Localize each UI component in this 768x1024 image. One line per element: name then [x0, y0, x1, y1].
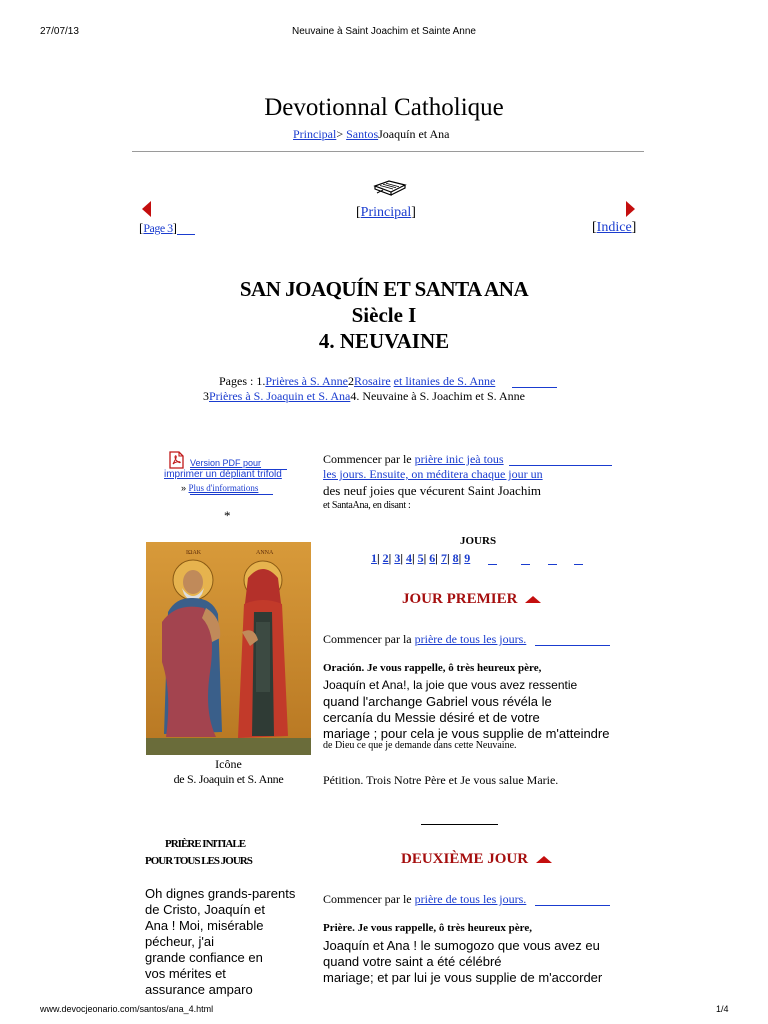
nav-page3: [Page 3]: [139, 220, 178, 235]
day2-title: [401, 851, 552, 868]
day1-petition: Pétition. Trois Notre Père et Je vous salue Marie.: [323, 773, 559, 787]
day1-title-text: JOUR PREMIER: [402, 591, 518, 607]
day2-start-underline: [535, 905, 610, 906]
intro-line-2: [323, 467, 543, 482]
previous-arrow-icon[interactable]: [142, 201, 151, 217]
breadcrumb-principal-link[interactable]: Principal: [293, 127, 337, 141]
pages-link-2[interactable]: Rosaire: [354, 374, 391, 388]
jours-underline-3: [548, 564, 557, 565]
heading-century: Siècle I: [351, 303, 417, 327]
day2-line-2: quand votre saint a été célébré: [323, 954, 502, 969]
breadcrumb-separator: >: [336, 127, 344, 141]
pages-current: 4. Neuvaine à S. Joachim et S. Anne: [350, 389, 525, 403]
day1-line-5: de Dieu ce que je demande dans cette Neuvaine.: [323, 740, 517, 751]
jour-link-3[interactable]: 3: [394, 551, 401, 565]
jour-link-8[interactable]: 8: [452, 551, 459, 565]
intro-line-1: [323, 452, 504, 467]
nav-page3-underline: [177, 234, 195, 235]
pdf-more-link[interactable]: Plus d'informations: [188, 483, 259, 493]
intro-text-a: Commencer par le: [323, 452, 415, 466]
day2-prayer-link[interactable]: prière de tous les jours.: [414, 892, 527, 906]
jours-underline-1: [488, 564, 497, 565]
pdf-link[interactable]: Version PDF pour: [190, 458, 262, 468]
priere-initiale-title-1: PRIÈRE INITIALE: [165, 838, 246, 850]
asterisk: *: [224, 508, 231, 523]
book-icon[interactable]: [373, 178, 407, 205]
jour-link-7[interactable]: 7: [440, 551, 447, 565]
jour-link-1[interactable]: 1: [371, 551, 377, 565]
day1-line-1: Joaquín et Ana!, la joie que vous avez ressentie: [323, 678, 578, 692]
priere-initiale-line-5: grande confiance en: [145, 950, 263, 965]
day2-line-1: Joaquín et Ana ! le sumogozo que vous avez eu: [323, 938, 600, 953]
priere-initiale-line-6: vos mérites et: [145, 966, 226, 981]
priere-initiale-line-4: pécheur, j'ai: [145, 934, 214, 949]
jour-link-6[interactable]: 6: [429, 551, 436, 565]
intro-line-3: des neuf joies que vécurent Saint Joachim: [323, 483, 542, 498]
day1-start: [323, 632, 526, 647]
day2-line-3: mariage; et par lui je vous supplie de m'accorder: [323, 970, 603, 985]
nav-principal: [Principal]: [356, 205, 416, 220]
jour-link-2[interactable]: 2: [382, 551, 389, 565]
pdf-link-line2: [164, 469, 282, 480]
pdf-link-trifold[interactable]: imprimer un dépliant trifold: [164, 469, 282, 480]
day2-priere: Prière. Je vous rappelle, ô très heureux père,: [323, 922, 532, 934]
pages-line-2: [203, 389, 525, 404]
print-title: Neuvaine à Saint Joachim et Sainte Anne: [291, 26, 476, 37]
day1-line-4: mariage ; pour cela je vous supplie de m'atteindre: [323, 726, 610, 741]
priere-initiale-line-7: assurance amparo: [145, 982, 253, 997]
icon-caption-line2: de S. Joaquin et S. Anne: [173, 772, 284, 786]
day2-title-text: DEUXIÈME JOUR: [401, 851, 529, 867]
main-heading: [0, 276, 768, 354]
svg-text:ΑΝΝΑ: ΑΝΝΑ: [256, 550, 274, 556]
heading-saints: SAN JOAQUÍN ET SANTA ANA: [239, 277, 529, 301]
pages-num-2: 2: [348, 374, 354, 388]
jour-link-9[interactable]: 9: [464, 551, 471, 565]
jours-list: 1| 2| 3| 4| 5| 6| 7| 8| 9: [371, 551, 471, 565]
day1-start-text: Commencer par la: [323, 632, 415, 646]
jours-title: JOURS: [460, 535, 497, 547]
jours-underline-4: [574, 564, 583, 565]
pdf-more: [181, 483, 258, 493]
nav-page3-link[interactable]: Page 3: [143, 221, 173, 235]
next-arrow-icon[interactable]: [626, 201, 635, 217]
pdf-link-line1: [190, 458, 261, 468]
breadcrumb-santos-link[interactable]: Santos: [346, 127, 379, 141]
jour-link-5[interactable]: 5: [417, 551, 424, 565]
icon-caption-line1: Icône: [215, 757, 242, 771]
saints-icon-image: [146, 542, 311, 755]
day1-oracion: Oración. Je vous rappelle, ô très heureux père,: [323, 662, 542, 674]
intro-prayer-link-2[interactable]: les jours. Ensuite, on méditera chaque jour un: [323, 467, 543, 481]
intro-prayer-link[interactable]: prière inic jeà tous: [414, 452, 504, 466]
pdf-more-underline: [190, 494, 273, 495]
intro-line-1-underline: [509, 465, 612, 466]
footer-url: www.devocjeonario.com/santos/ana_4.html: [40, 1004, 214, 1014]
pages-num-3: 3: [203, 389, 209, 403]
footer-page: 1/4: [716, 1004, 729, 1014]
priere-initiale-line-2: de Cristo, Joaquín et: [145, 902, 265, 917]
pages-prefix: Pages : 1.: [219, 374, 266, 388]
back-to-top-icon[interactable]: [525, 596, 541, 603]
day-separator: [421, 824, 498, 825]
intro-line-4: et SantaAna, en disant :: [323, 500, 411, 511]
pdf-bullet: »: [181, 483, 187, 493]
priere-initiale-title-2: POUR TOUS LES JOURS: [145, 855, 252, 867]
nav-indice: [Indice]: [592, 220, 637, 235]
pages-line-1: [219, 374, 495, 389]
print-date: 27/07/13: [40, 26, 79, 37]
day1-start-underline: [535, 645, 610, 646]
day2-start-text: Commencer par le: [323, 892, 415, 906]
site-title: Devotionnal Catholique: [264, 94, 504, 121]
pages-line-1-underline: [512, 387, 557, 388]
day1-title: [402, 591, 541, 608]
back-to-top-icon-2[interactable]: [536, 856, 552, 863]
pages-link-1[interactable]: Prières à S. Anne: [265, 374, 348, 388]
priere-initiale-text: [145, 886, 295, 998]
priere-initiale-line-1: Oh dignes grands-parents: [145, 886, 296, 901]
pages-link-2b[interactable]: et litanies de S. Anne: [393, 374, 496, 388]
breadcrumb-current: Joaquín et Ana: [378, 127, 450, 141]
svg-text:ΙΩΑΚ: ΙΩΑΚ: [186, 550, 202, 556]
jour-link-4[interactable]: 4: [405, 551, 412, 565]
nav-indice-link[interactable]: Indice: [596, 220, 632, 235]
heading-novena: 4. NEUVAINE: [318, 329, 450, 353]
day1-line-2: quand l'archange Gabriel vous révéla le: [323, 694, 552, 709]
icon-caption: [146, 757, 311, 787]
day1-prayer-link[interactable]: prière de tous les jours.: [414, 632, 527, 646]
day2-start: [323, 892, 526, 907]
nav-principal-link[interactable]: Principal: [360, 205, 412, 220]
day1-line-3: cercanía du Messie désiré et de votre: [323, 710, 540, 725]
breadcrumb: [293, 127, 449, 142]
priere-initiale-line-3: Ana ! Moi, misérable: [145, 918, 264, 933]
pages-link-3[interactable]: Prières à S. Joaquin et S. Ana: [209, 389, 351, 403]
jours-underline-2: [521, 564, 530, 565]
header-divider: [132, 151, 644, 152]
